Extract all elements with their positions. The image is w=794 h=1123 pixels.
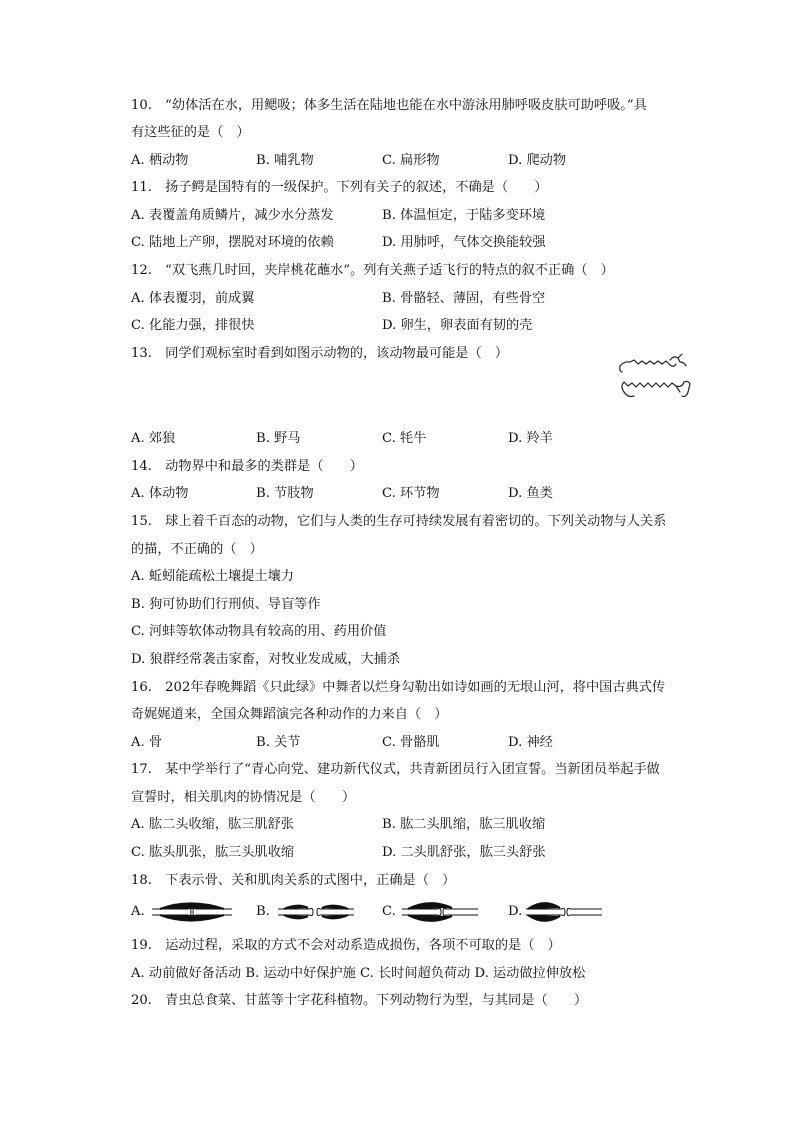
- q20-stem: 20. 青虫总食菜、甘蓝等十字花科植物。下列动物行为型，与其同是（ ）: [131, 993, 588, 1008]
- q17-stem-line1: 17. 某中学举行了“青心向党、建功新代仪式，共青新团员行入团宣誓。当新团员举起手做: [131, 762, 660, 777]
- q10-option-b: B. 哺乳物: [256, 153, 314, 168]
- q17-option-b: B. 肱二头肌缩，肱三肌收缩: [382, 817, 546, 832]
- q11-option-a: A. 表覆盖角质鳞片，减少水分蒸发: [131, 208, 334, 223]
- q14-stem: 14. 动物界中和最多的类群是（ ）: [131, 459, 363, 474]
- q16-option-d: D. 神经: [508, 735, 553, 750]
- q14-option-a: A. 体动物: [131, 486, 189, 501]
- q10-option-c: C. 扁形物: [382, 153, 440, 168]
- q16-option-a: A. 骨: [131, 735, 163, 750]
- q13-option-a: A. 郊狼: [131, 431, 176, 446]
- q19-options: A. 动前做好备活动 B. 运动中好保护施 C. 长时间超负荷动 D. 运动做拉伸放松: [131, 966, 586, 981]
- q17-option-c: C. 肱头肌张，肱三头肌收缩: [131, 845, 295, 860]
- q11-option-d: D. 用肺呼，气体交换能较强: [382, 235, 546, 250]
- q14-option-b: B. 节肢物: [256, 486, 314, 501]
- q18-option-a-label: A.: [131, 904, 145, 919]
- q11-stem: 11. 扬子鳄是国特有的一级保护。下列有关子的叙述，不确是（ ）: [131, 180, 548, 195]
- q16-option-c: C. 骨骼肌: [382, 735, 440, 750]
- q12-stem: 12. “双飞燕几时回，夹岸桃花蘸水”。列有关燕子适飞行的特点的叙不正确（ ）: [131, 263, 614, 278]
- q17-option-a: A. 肱二头收缩，肱三肌舒张: [131, 817, 294, 832]
- q14-option-c: C. 环节物: [382, 486, 440, 501]
- q18-stem: 18. 下表示骨、关和肌肉关系的式图中，正确是（ ）: [131, 873, 456, 888]
- q13-option-c: C. 牦牛: [382, 431, 427, 446]
- q15-option-c: C. 河蚌等软体动物具有较高的用、药用价值: [131, 624, 387, 639]
- q17-option-d: D. 二头肌舒张，肱三头舒张: [382, 845, 546, 860]
- q18-option-b-label: B.: [256, 904, 270, 919]
- q18-option-c-label: C.: [382, 904, 396, 919]
- q15-option-b: B. 狗可协助们行刑侦、导盲等作: [131, 597, 321, 612]
- q15-option-a: A. 蚯蚓能疏松土壤提土壤力: [131, 569, 294, 584]
- q15-stem-line1: 15. 球上着千百态的动物，它们与人类的生存可持续发展有着密切的。下列关动物与人关系: [131, 514, 667, 529]
- q18-option-d-diagram: [524, 900, 604, 924]
- q10-option-d: D. 爬动物: [508, 153, 567, 168]
- q18-option-d-label: D.: [508, 904, 523, 919]
- q12-option-b: B. 骨骼轻、薄固，有些骨空: [382, 291, 546, 306]
- q18-option-c-diagram: [400, 900, 480, 924]
- q13-option-b: B. 野马: [256, 431, 301, 446]
- q16-stem-line2: 奇娓娓道来，全国众舞蹈演完各种动作的力来自（ ）: [131, 707, 448, 722]
- q12-option-c: C. 化能力强，排很快: [131, 318, 255, 333]
- q16-stem-line1: 16. 202年春晚舞蹈《只此绿》中舞者以烂身勾勒出如诗如画的无垠山河，将中国古典式传: [131, 680, 666, 695]
- q19-stem: 19. 运动过程，采取的方式不会对动系造成损伤，各项不可取的是（ ）: [131, 938, 561, 953]
- q18-option-b-diagram: [276, 900, 356, 924]
- animal-teeth-figure: [616, 352, 692, 402]
- q12-option-d: D. 卵生，卵表面有韧的壳: [382, 318, 533, 333]
- q10-stem-line1: 10. “幼体活在水，用鳃吸；体多生活在陆地也能在水中游泳用肺呼吸皮肤可助呼吸。”具: [131, 98, 647, 113]
- q15-stem-line2: 的描，不正确的（ ）: [131, 542, 263, 557]
- q12-option-a: A. 体表覆羽，前成翼: [131, 291, 255, 306]
- q13-option-d: D. 羚羊: [508, 431, 553, 446]
- q15-option-d: D. 狼群经常袭击家畜，对牧业发成威，大捕杀: [131, 652, 401, 667]
- q11-option-b: B. 体温恒定，于陆多变环境: [382, 208, 546, 223]
- q16-option-b: B. 关节: [256, 735, 301, 750]
- q18-option-a-diagram: [150, 900, 234, 924]
- q17-stem-line2: 宣誓时，相关肌肉的协情况是（ ）: [131, 790, 356, 805]
- q10-option-a: A. 栖动物: [131, 153, 189, 168]
- q11-option-c: C. 陆地上产卵，摆脱对环境的依赖: [131, 235, 334, 250]
- q14-option-d: D. 鱼类: [508, 486, 553, 501]
- q10-stem-line2: 有这些征的是（ ）: [131, 125, 250, 140]
- q13-stem: 13. 同学们观标室时看到如图示动物的，该动物最可能是（ ）: [131, 346, 509, 361]
